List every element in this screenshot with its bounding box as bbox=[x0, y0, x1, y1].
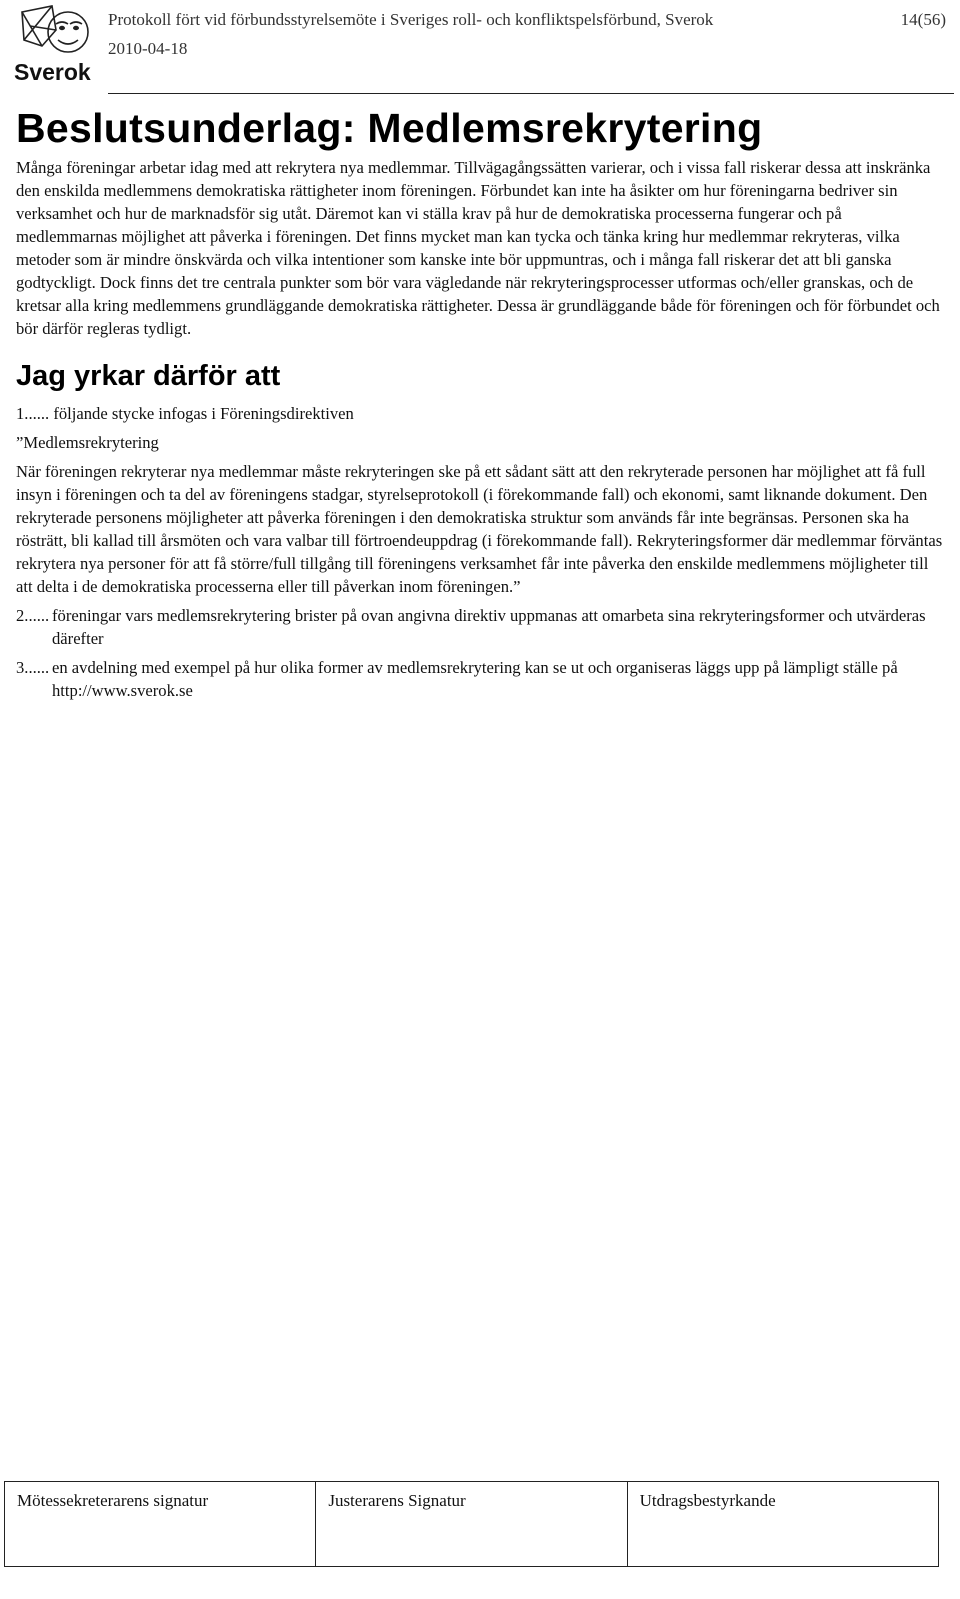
list-item bbox=[16, 604, 946, 650]
quote-body: När föreningen rekryterar nya medlemmar måste rekryteringen ske på ett sådant sätt att den rekryterade personen har möjlighet att få full insyn i föreningen och ta del av föreningens stadgar, styrelseprotokoll (i förekommande fall) och ekonomi, samt liknande dokument. Den rekryterade personens möjligheter att påverka föreningen i den demokratiska struktur som används får inte begränsas. Personen ska ha rösträtt, bli kallad till årsmöten och vara valbar till förtroendeuppdrag (i förekommande fall). Rekryteringsformer där medlemmar förväntas rekrytera nya personer för att få större/full tillgång till föreningens verksamhet får inte påverka den enskilde medlemmens möjligheter till att delta i de demokratiska processerna eller till påverkan inom föreningen.” bbox=[16, 462, 943, 596]
list-item bbox=[16, 402, 946, 425]
header-divider bbox=[108, 93, 954, 94]
item-text: föreningar vars medlemsrekrytering brister på ovan angivna direktiv uppmanas att omarbeta sina rekryteringsformer och utvärderas därefter bbox=[52, 606, 926, 648]
document-body bbox=[16, 100, 946, 708]
header-title: Protokoll fört vid förbundsstyrelsemöte i Sveriges roll- och konfliktspelsförbund, Sverok bbox=[108, 10, 714, 29]
item-number: 2...... bbox=[16, 606, 50, 625]
item-text: en avdelning med exempel på hur olika former av medlemsrekrytering kan se ut och organiseras läggs upp på lämpligt ställe på http://www.sverok.se bbox=[52, 658, 898, 700]
signature-secretary: Mötessekreterarens signatur bbox=[5, 1482, 316, 1566]
header-date: 2010-04-18 bbox=[108, 39, 188, 58]
section-heading: Jag yrkar därför att bbox=[16, 360, 281, 392]
svg-text:Sverok: Sverok bbox=[14, 59, 91, 84]
sverok-logo bbox=[12, 2, 102, 84]
intro-paragraph: Många föreningar arbetar idag med att rekrytera nya medlemmar. Tillvägagångssätten varierar, och i vissa fall riskerar dessa att inskränka den enskilda medlemmens demokratiska rättigheter inom föreningen. Förbundet kan inte ha åsikter om hur föreningarna bedriver sin verksamhet och hur de marknadsför sig utåt. Däremot kan vi ställa krav på hur de demokratiska processerna fungerar och på medlemmarnas möjlighet att påverka i föreningen. Det finns mycket man kan tycka och tänka kring hur medlemmar rekryteras, vilka metoder som är mindre önskvärda och vilka intentioner som kanske inte bör uppmuntras, och i många fall riskerar det att bli ganska godtyckligt. Dock finns det tre centrala punkter som bör vara vägledande när rekryteringsprocesser utformas och/eller granskas, och de kretsar alla kring medlemmens grundläggande demokratiska rättigheter. Dessa är grundläggande både för föreningen och för förbundet och bör därför regleras tydligt. bbox=[16, 158, 940, 338]
list-item bbox=[16, 656, 946, 702]
page-title: Beslutsunderlag: Medlemsrekrytering bbox=[16, 105, 763, 151]
item-number: 3...... bbox=[16, 658, 50, 677]
signature-adjuster: Justerarens Signatur bbox=[316, 1482, 627, 1566]
signature-table bbox=[4, 1481, 939, 1567]
item-number: 1...... bbox=[16, 404, 50, 423]
page-number: 14(56) bbox=[900, 10, 946, 29]
item-text: följande stycke infogas i Föreningsdirektiven bbox=[53, 404, 354, 423]
signature-certification: Utdragsbestyrkande bbox=[639, 1491, 776, 1510]
quote-title: ”Medlemsrekrytering bbox=[16, 433, 159, 452]
